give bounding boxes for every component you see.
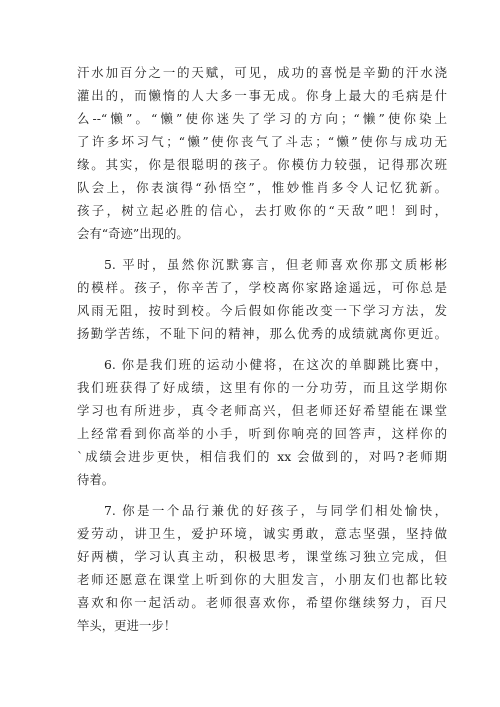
text-line: 上经常看到你高举的小手，听到你响亮的回答声，这样你的 — [77, 426, 447, 441]
text-line: 队会上，你表演得“孙悟空”，惟妙惟肖多令人记忆犹新。 — [77, 180, 447, 195]
text-line: 老师还愿意在课堂上听到你的大胆发言，小朋友们也都比较 — [77, 572, 447, 587]
text-line: 了许多坏习气；“懒”使你丧气了斗志；“懒”使你与成功无 — [77, 134, 447, 149]
text-line: 缘。其实，你是很聪明的孩子。你模仿力较强，记得那次班 — [77, 157, 447, 172]
text-line: `成绩会进步更快，相信我们的 xx 会做到的，对吗?老师期 — [77, 449, 447, 464]
text-line: 竿头，更进一步！ — [77, 618, 177, 633]
text-line: 待着。 — [77, 472, 115, 487]
text-line: 灌出的，而懒惰的人大多一事无成。你身上最大的毛病是什 — [77, 88, 447, 103]
text-line: 会有“奇迹”出现的。 — [77, 226, 189, 241]
paragraph-6-first-line: 6. 你是我们班的运动小健将，在这次的单脚跳比赛中， — [104, 357, 447, 372]
text-line: 扬勤学苦练，不耻下问的精神，那么优秀的成绩就离你更近。 — [77, 326, 447, 341]
text-line: 么--“懒”。“懒”使你迷失了学习的方向；“懒”使你染上 — [77, 111, 447, 126]
text-line: 的模样。孩子，你辛苦了，学校离你家路途遥远，可你总是 — [77, 280, 447, 295]
text-line: 喜欢和你一起活动。老师很喜欢你，希望你继续努力，百尺 — [77, 595, 447, 610]
text-line: 爱劳动，讲卫生，爱护环境，诚实勇敢，意志坚强，坚持做 — [77, 526, 447, 541]
text-line: 风雨无阻，按时到校。今后假如你能改变一下学习方法，发 — [77, 303, 447, 318]
paragraph-7-first-line: 7. 你是一个品行兼优的好孩子，与同学们相处愉快， — [104, 503, 447, 518]
paragraph-5-first-line: 5. 平时，虽然你沉默寡言，但老师喜欢你那文质彬彬 — [104, 257, 447, 272]
text-line: 学习也有所进步，真令老师高兴，但老师还好希望能在课堂 — [77, 403, 447, 418]
text-line: 汗水加百分之一的天赋，可见，成功的喜悦是辛勤的汗水浇 — [77, 65, 447, 80]
text-line: 我们班获得了好成绩，这里有你的一分功劳，而且这学期你 — [77, 380, 447, 395]
text-line: 孩子，树立起必胜的信心，去打败你的“天敌”吧！到时， — [77, 203, 447, 218]
text-line: 好两横，学习认真主动，积极思考，课堂练习独立完成，但 — [77, 549, 447, 564]
